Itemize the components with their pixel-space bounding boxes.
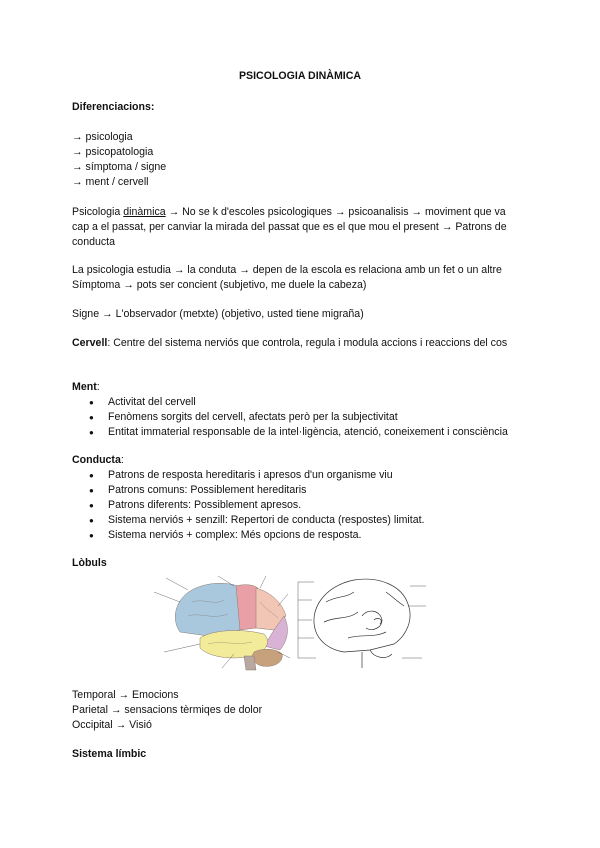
brain-illustrations [148, 572, 518, 672]
list-item: ● Patrons comuns: Possiblement hereditaris [72, 483, 528, 498]
ment-heading [72, 380, 528, 395]
dinamica-line-3: conducta [72, 236, 115, 248]
sistema-limbic-heading: Sistema límbic [72, 748, 147, 760]
ment-list [72, 395, 528, 440]
sketch-brain-image [298, 579, 426, 668]
paragraph-estudia [72, 263, 528, 293]
lobul-item: Parietal → sensacions tèrmiqes de dolor [72, 704, 263, 716]
diferenciacions-item: → psicologia [72, 131, 133, 143]
page-title: PSICOLOGIA DINÀMICA [238, 70, 362, 82]
conducta-list [72, 468, 528, 543]
estudia-line-1: La psicologia estudia → la conduta → depen de la escola es relaciona amb un fet o un altre [72, 264, 502, 276]
cervell-text: : Centre del sistema nerviós que controla, regula i modula accions i reaccions del cos [107, 337, 508, 349]
dinamica-line-1 [72, 205, 528, 220]
lobuls-list [72, 688, 528, 733]
conducta-heading [72, 453, 528, 468]
diferenciacions-item: → psicopatologia [72, 146, 154, 158]
paragraph-signe: Signe → L'observador (metxte) (objetivo, usted tiene migraña) [72, 308, 364, 320]
diferenciacions-item: → símptoma / signe [72, 161, 167, 173]
list-item: ● Activitat del cervell [72, 395, 528, 410]
paragraph-dinamica [72, 205, 528, 250]
dinamica-prefix: Psicologia [72, 206, 124, 218]
list-item: ● Entitat immaterial responsable de la intel·ligència, atenció, coneixement i consciència [72, 425, 528, 440]
lobul-item: Temporal → Emocions [72, 689, 179, 701]
list-item: ● Sistema nerviós + senzill: Repertori de conducta (respostes) limitat. [72, 513, 528, 528]
list-item: ● Patrons de resposta hereditaris i apresos d'un organisme viu [72, 468, 528, 483]
ment-section [72, 380, 528, 440]
lobuls-heading: Lòbuls [72, 557, 107, 569]
paragraph-cervell [72, 336, 528, 351]
list-item: ● Sistema nerviós + complex: Més opcions de resposta. [72, 528, 528, 543]
conducta-colon: : [120, 454, 124, 466]
lobul-item: Occipital → Visió [72, 719, 152, 731]
diferenciacions-heading: Diferenciacions: [72, 101, 155, 113]
dinamica-underlined-word: dinàmica [123, 206, 166, 218]
ment-label: Ment [72, 381, 97, 393]
dinamica-line-2: cap a el passat, per canviar la mirada del passat que es el que mou el present → Patrons de [72, 221, 507, 233]
colored-brain-image [154, 576, 290, 670]
diferenciacions-item: → ment / cervell [72, 176, 149, 188]
ment-colon: : [96, 381, 100, 393]
list-item: ● Patrons diferents: Possiblement apresos. [72, 498, 528, 513]
brain-lobes-diagram [148, 572, 518, 672]
conducta-label: Conducta [72, 454, 121, 466]
dinamica-line-1-rest: → No se k d'escoles psicologiques → psicoanalisis → moviment que va [165, 206, 506, 218]
cervell-label: Cervell [72, 337, 108, 349]
estudia-line-2: Símptoma → pots ser concient (subjetivo, me duele la cabeza) [72, 279, 367, 291]
diferenciacions-section [72, 100, 528, 190]
list-item: ● Fenòmens sorgits del cervell, afectats però per la subjectivitat [72, 410, 528, 425]
conducta-section [72, 453, 528, 543]
